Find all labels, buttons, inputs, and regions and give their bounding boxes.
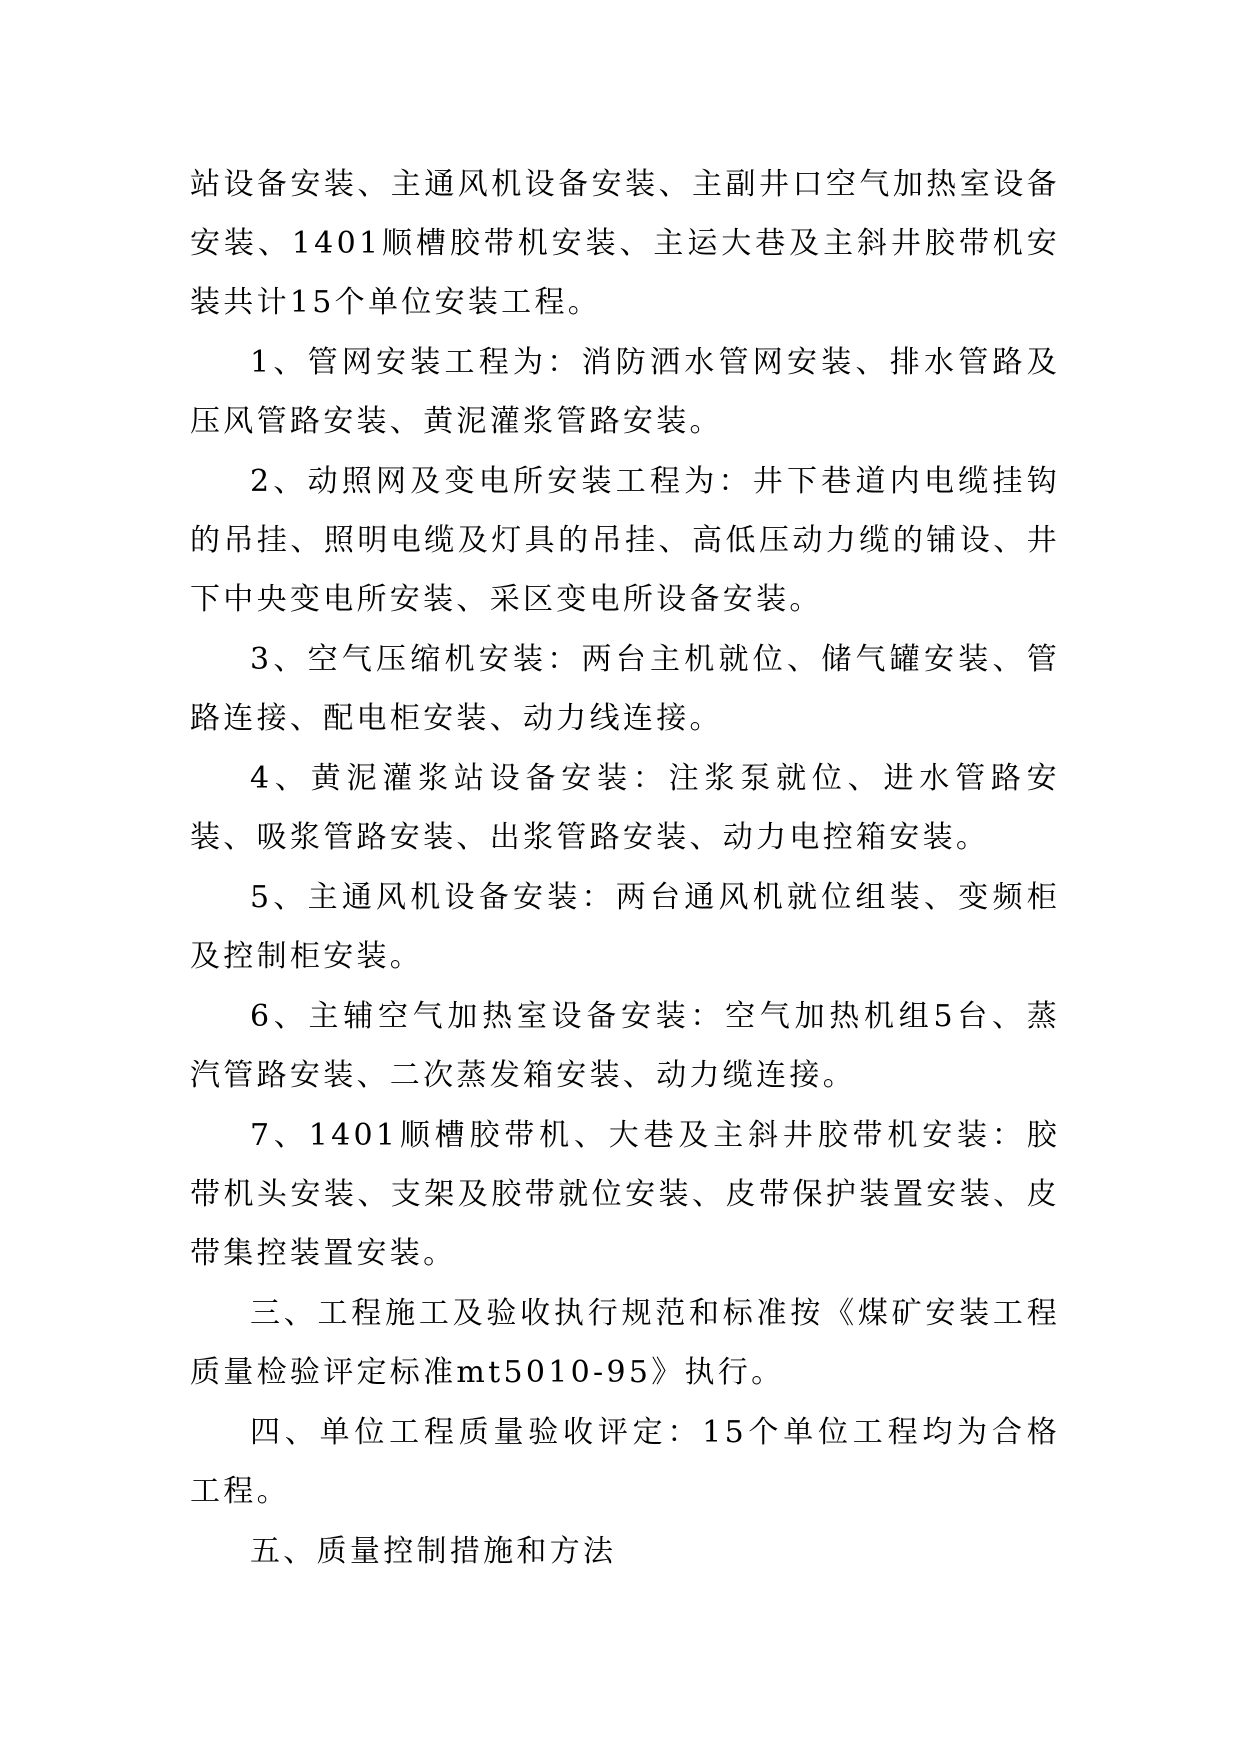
- paragraph-item-6: 6、主辅空气加热室设备安装：空气加热机组5台、蒸汽管路安装、二次蒸发箱安装、动力缆连接。: [190, 999, 1060, 1093]
- paragraph-item-1: 1、管网安装工程为：消防洒水管网安装、排水管路及压风管路安装、黄泥灌浆管路安装。: [190, 345, 1060, 439]
- paragraph-item-4: 4、黄泥灌浆站设备安装：注浆泵就位、进水管路安装、吸浆管路安装、出浆管路安装、动力电控箱安装。: [190, 761, 1060, 855]
- paragraph-item-5: 5、主通风机设备安装：两台通风机就位组装、变频柜及控制柜安装。: [190, 880, 1060, 974]
- paragraph-item-3: 3、空气压缩机安装：两台主机就位、储气罐安装、管路连接、配电柜安装、动力线连接。: [190, 642, 1060, 736]
- document-page: [190, 155, 1060, 1582]
- paragraph-item-7: 7、1401顺槽胶带机、大巷及主斜井胶带机安装：胶带机头安装、支架及胶带就位安装、皮带保护装置安装、皮带集控装置安装。: [190, 1118, 1060, 1271]
- paragraph-item-2: 2、动照网及变电所安装工程为：井下巷道内电缆挂钩的吊挂、照明电缆及灯具的吊挂、高低压动力缆的铺设、井下中央变电所安装、采区变电所设备安装。: [190, 464, 1060, 617]
- section-heading-5: 五、质量控制措施和方法: [250, 1534, 617, 1569]
- paragraph-continued: 站设备安装、主通风机设备安装、主副井口空气加热室设备安装、1401顺槽胶带机安装、主运大巷及主斜井胶带机安装共计15个单位安装工程。: [190, 167, 1060, 320]
- section-heading-3: 三、工程施工及验收执行规范和标准按《煤矿安装工程质量检验评定标准mt5010-95》执行。: [190, 1296, 1060, 1390]
- section-heading-4: 四、单位工程质量验收评定：15个单位工程均为合格工程。: [190, 1415, 1060, 1509]
